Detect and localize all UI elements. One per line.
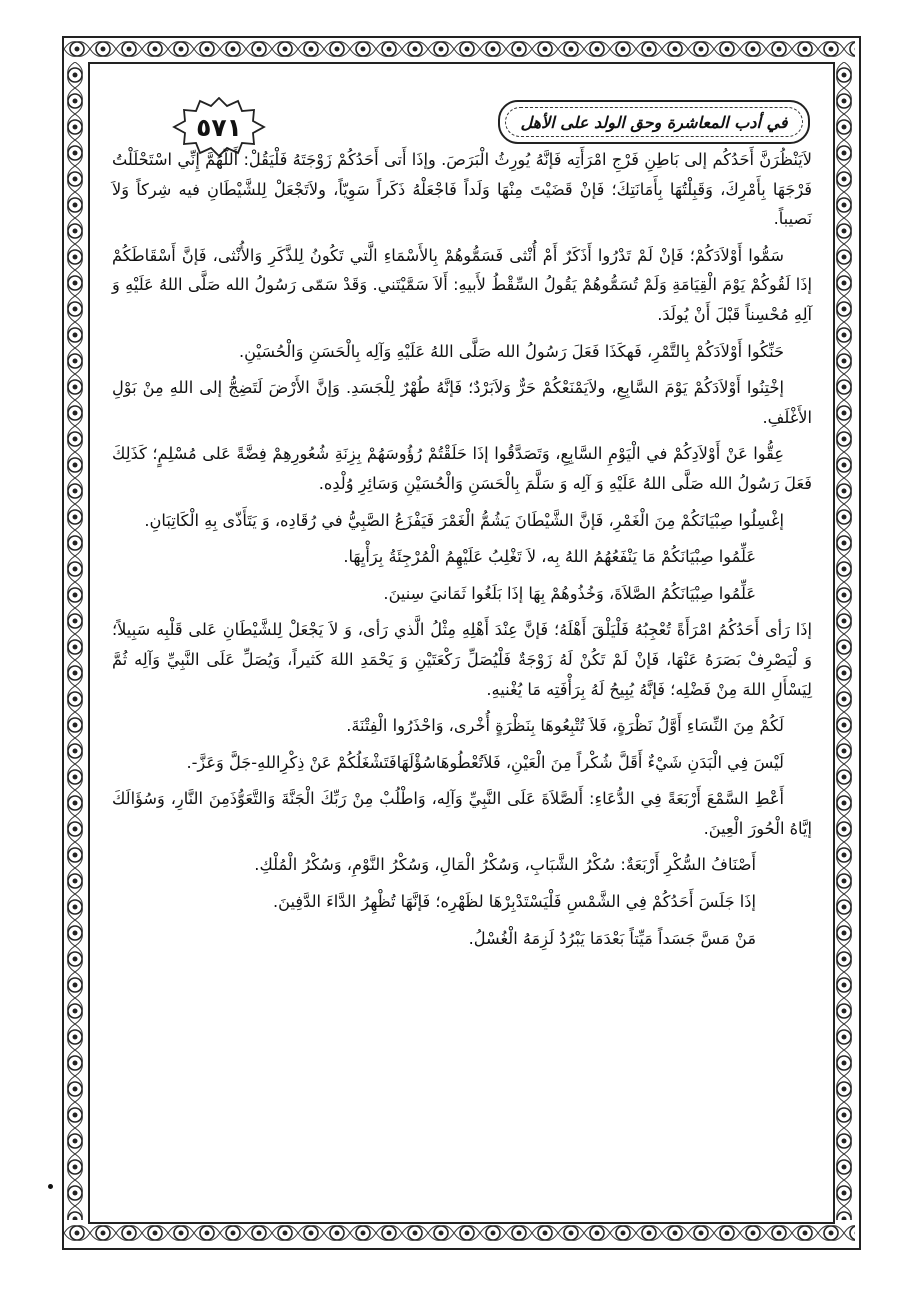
ornament-left	[64, 62, 86, 1220]
margin-dot	[48, 1184, 53, 1189]
paragraph: أَصْنَافُ السُّكْرِ أَرْبَعَةٌ: سُكْرُ الشَّبَابِ، وَسُكْرُ الْمَالِ، وَسُكْرُ النَّوْمِ، وَسُكْرُ الْمُلْكِ.	[254, 855, 756, 875]
paragraph: إذَا رَأى أَحَدُكُمُ امْرَأَةً تُعْجِبُهُ فَلْيَلْقَ أَهْلَهُ؛ فَإنَّ عِنْدَ أَهْلِهِ مِثْلُ الَّذي رَأى، وَ لاَ يَجْعَلْ لِلشَّيْطَانِ عَلى قَلْبِه سَبِيلاً؛ وَ لْيَصْرِفْ بَصَرَهُ عَنْهَا، فَإنْ لَمْ تَكُنْ لَهُ زَوْجَةٌ فَلْيُصَلِّ رَكْعَتَيْنِ وَ يَحْمَدِ اللهَ كَثيراً، وَيُصَلِّ عَلَى النَّبِيِّ وَآلِه ثُمَّ لِيَسْأَلِ اللهَ مِنْ فَضْلِه؛ فَإنَّهُ يُبِيحُ لَهُ بِرَأْفَتِه مَا يُغْنيهِ.	[112, 620, 812, 699]
ornament-top	[64, 38, 855, 60]
paragraph: إخْتِنُوا أَوْلاَدَكُمْ يَوْمَ السَّابِعِ، ولاَيَمْنَعْكُمْ حَرٌّ وَلاَبَرْدٌ؛ فَإنَّهُ طُهْرٌ لِلْجَسَدِ. وَإنَّ الأَرْضَ لَتَضِجُّ إلى اللهِ مِنْ بَوْلِ الأَغْلَفِ.	[112, 378, 812, 427]
paragraph: أَعْطِ السَّمْعَ أَرْبَعَةً فِي الدُّعَاءِ: أَلصَّلاَةَ عَلَى النَّبِيِّ وَآلِه، وَاطْلُبْ مِنْ رَبِّكَ الْجَنَّةَ وَالتَّعَوُّذَمِنَ النَّارِ، وَسُؤَالَكَ إيَّاهُ الْحُورَ الْعِينَ.	[112, 789, 812, 838]
paragraph: حَنِّكُوا أَوْلاَدَكُمْ بِالتَّمْرِ، فَهكَذَا فَعَلَ رَسُولُ الله صَلَّى اللهُ عَلَيْهِ وَآلِه بِالْحَسَنِ وَالْحُسَيْنِ.	[239, 341, 784, 361]
paragraph: لَيْسَ فِي الْبَدَنِ شَيْءٌ أَقَلَّ شُكْراً مِنَ الْعَيْنِ، فَلاَتُعْطُوهَاسُؤْلَهَافَتَشْغَلُكُمْ عَنْ ذِكْرِاللهِ-جَلَّ وَعَزَّ-.	[186, 752, 784, 772]
paragraph: إذَا جَلَسَ أَحَدُكُمْ فِي الشَّمْسِ فَلْيَسْتَدْبِرْهَا لظَهْرِه؛ فَإنَّهَا تُظْهِرُ الدَّاءَ الدَّفِينَ.	[273, 892, 756, 912]
chapter-title: في أدب المعاشرة وحق الولد على الأهل	[520, 112, 788, 132]
page-body	[112, 145, 812, 960]
ornament-bottom	[64, 1222, 855, 1244]
page-number: ٥٧١	[196, 112, 242, 142]
paragraph: لَكُمْ مِنَ النِّسَاءِ أَوَّلُ نَظْرَةٍ، فَلاَ تُتْبِعُوهَا بِنَظْرَةٍ أُخْرى، وَاحْذَرُوا الْفِتْنَةَ.	[346, 716, 784, 736]
paragraph: عَلِّمُوا صِبْيَانَكُمْ مَا يَنْفَعُهُمُ اللهُ بِه، لاَ تَغْلِبُ عَلَيْهِمُ الْمُرْجِئَةُ بِرَأْيِهَا.	[343, 547, 756, 567]
paragraph: عَلِّمُوا صِبْيَانَكُمُ الصَّلاَةَ، وَخُذُوهُمْ بِهَا إذَا بَلَغُوا ثَمَانيَ سِنينَ.	[383, 583, 756, 603]
chapter-title-box	[498, 100, 810, 144]
paragraph: مَنْ مَسَّ جَسَداً مَيِّتاً بَعْدَمَا يَبْرُدُ لَزِمَهُ الْغُسْلُ.	[468, 928, 756, 948]
paragraph: سَمُّوا أَوْلاَدَكُمْ؛ فَإنْ لَمْ تَدْرُوا أَذَكَرٌ أَمْ أُنْثى فَسَمُّوهُمْ بِالأَسْمَاءِ الَّتي تَكُونُ لِلذَّكَرِ وَالأُنْثى، فَإنَّ أَسْقَاطَكُمْ إذَا لَقُوكُمْ يَوْمَ الْقِيَامَةِ وَلَمْ تُسَمُّوهُمْ يَقُولُ السِّقْطُ لأَبيهِ: أَلاَ سَمَّيْتَني. وَقَدْ سَمّى رَسُولُ الله صَلَّى اللهُ عَلَيْهِ وَ آلِهِ مُحْسِناً قَبْلَ أَنْ يُولَدَ.	[112, 245, 812, 324]
paragraph: إغْسِلُوا صِبْيَانَكُمْ مِنَ الْغَمْرِ، فَإنَّ الشَّيْطَانَ يَشُمُّ الْغَمْرَ فَيَفْزَعُ الصَّبِيُّ في رُقَادِه، وَ يَتَأَذّى بِهِ الْكَاتِبَانِ.	[144, 510, 784, 530]
paragraph: عِقُّوا عَنْ أَوْلاَدِكُمْ في الْيَوْمِ السَّابِعِ، وَتَصَدَّقُوا إذَا حَلَقْتُمْ رُؤُوسَهُمْ بِزِنَةِ شُعُورِهِمْ فِضَّةً عَلى مُسْلِمٍ؛ كَذَلِكَ فَعَلَ رَسُولُ الله صَلَّى اللهُ عَلَيْهِ وَ آلِه وَ سَلَّمَ بِالْحَسَنِ وَالْحُسَيْنِ وَسَائِرِ وُلْدِه.	[112, 444, 812, 493]
paragraph: لاَيَنْظُرَنَّ أَحَدُكُم إلى بَاطِنِ فَرْجِ امْرَأَتِه فَإنَّهُ يُورِثُ الْبَرَصَ. وإذَا أَتى أَحَدُكُمْ زَوْجَتَهُ فَلْيَقُلْ: أَللّهُمَّ إِنِّي اسْتَحْلَلْتُ فَرْجَهَا بِأَمْرِكَ، وَقَبِلْتُهَا بِأَمَانَتِكَ؛ فَإنْ قَضَيْتَ مِنْهَا وَلَداً فَاجْعَلْهُ ذَكَراً سَوِيّاً، ولاَتَجْعَلْ لِلشَّيْطَانِ فيه شِركاً وَلاَ نَصيباً.	[112, 150, 812, 229]
ornament-right	[833, 62, 855, 1220]
